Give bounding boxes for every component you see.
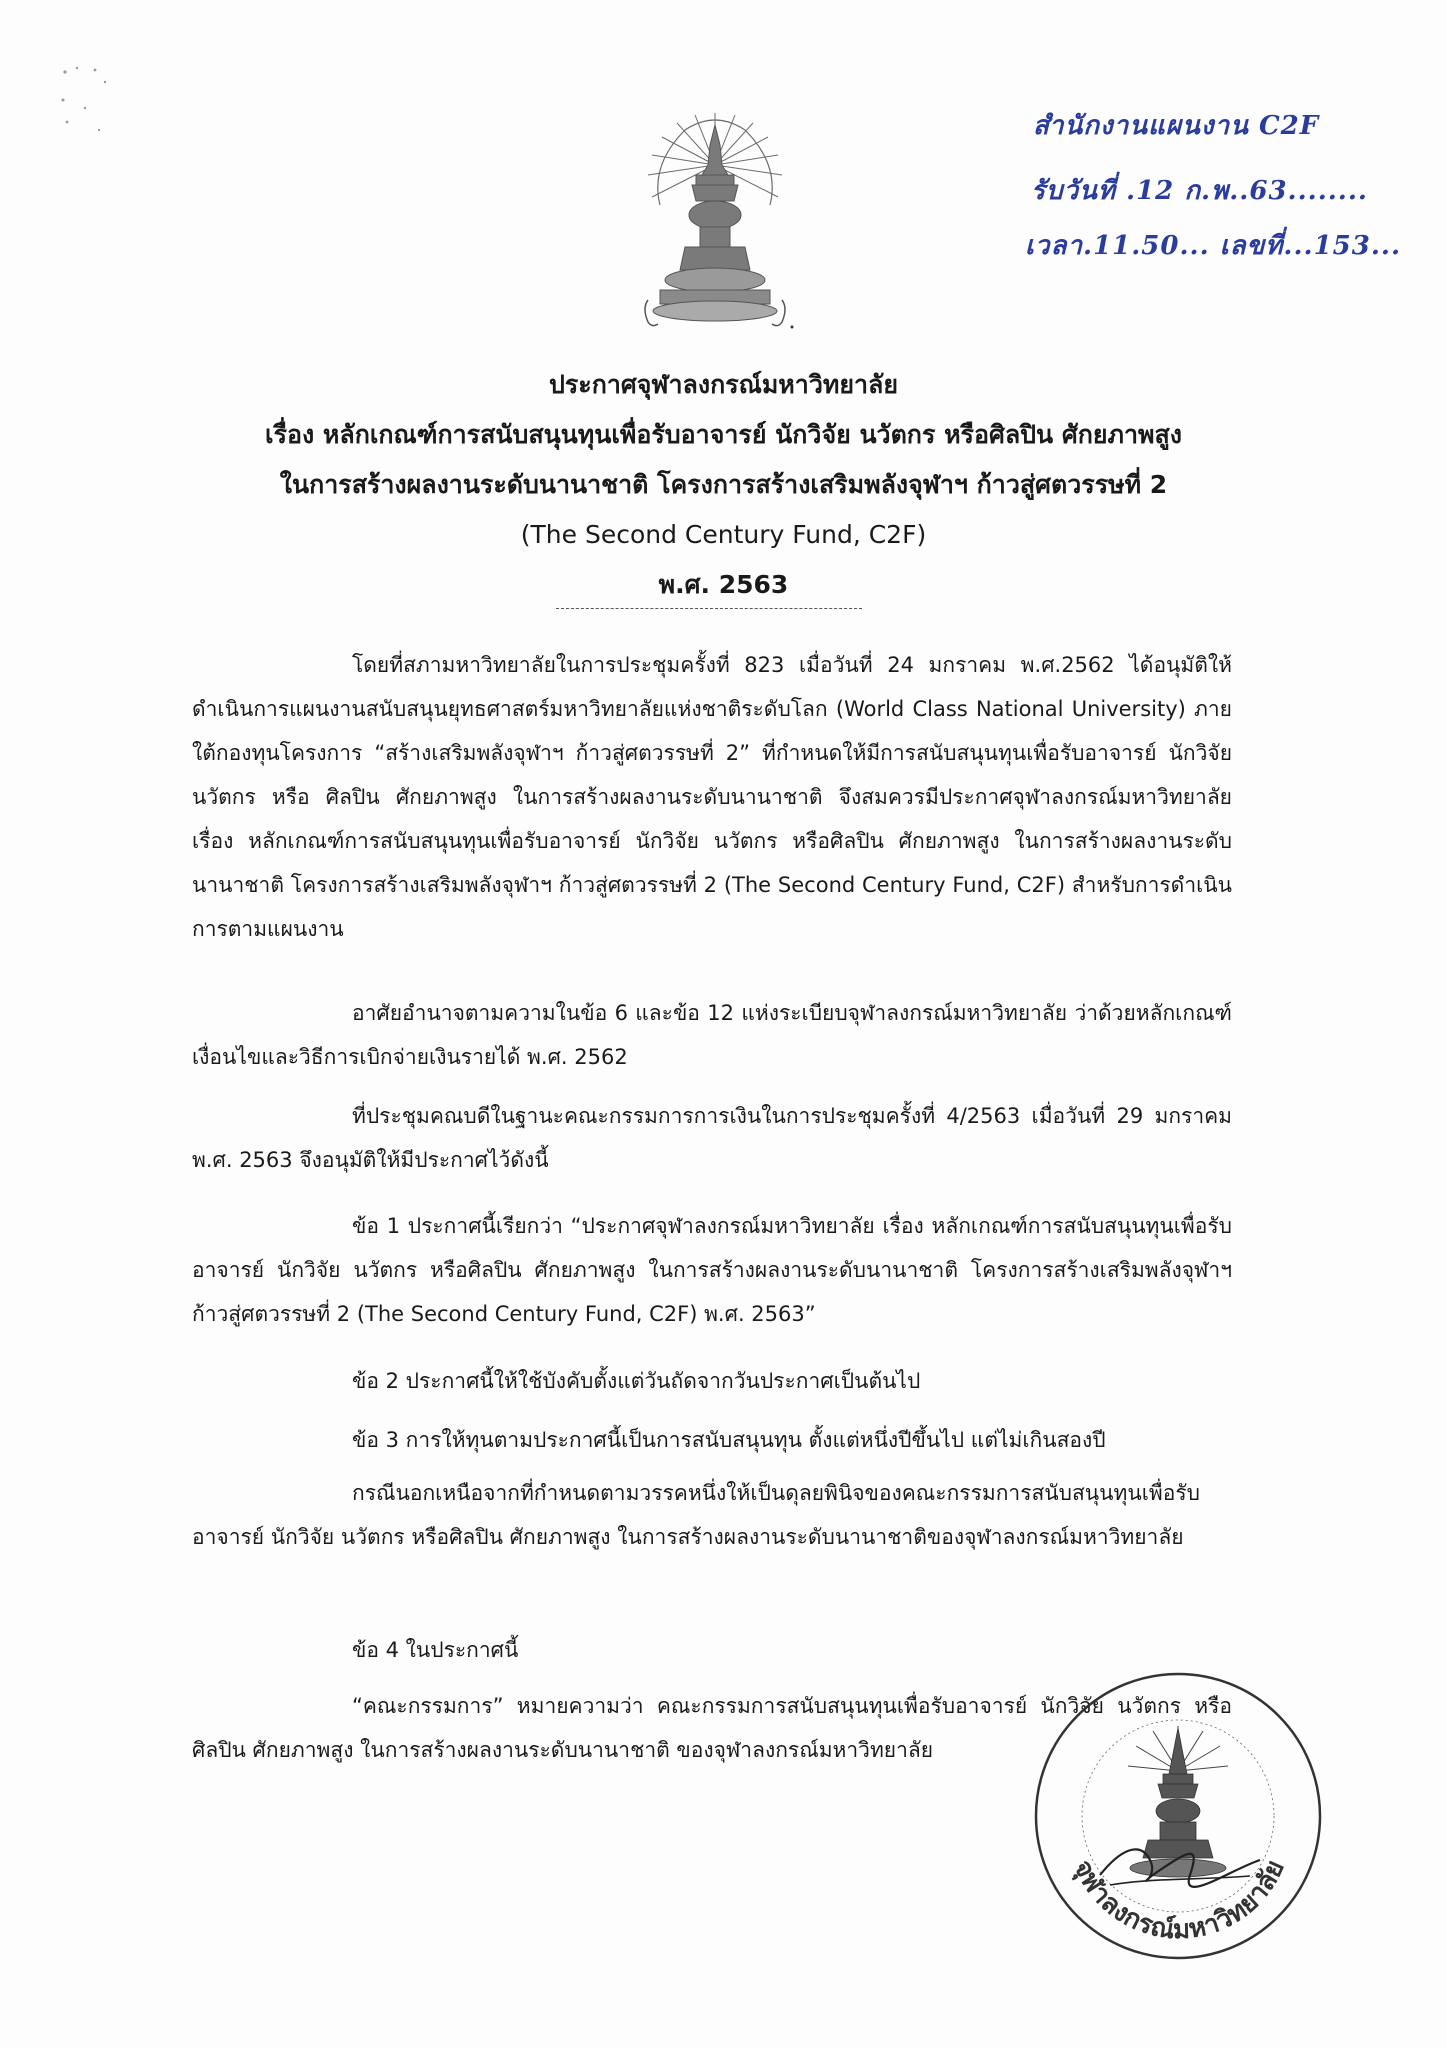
clause-3-paragraph-2-text: กรณีนอกเหนือจากที่กำหนดตามวรรคหนึ่งให้เป็นดุลยพินิจของคณะกรรมการสนับสนุนทุนเพื่อรับอาจารย์ นักวิจัย นวัตกร หรือศิลปิน ศักยภาพสูง ในการสร้างผลงานระดับนานาชาติของจุฬาลงกรณ์มหาวิทยาลัย (192, 1481, 1200, 1549)
clause-1-text: ข้อ 1 ประกาศนี้เรียกว่า “ประกาศจุฬาลงกรณ์มหาวิทยาลัย เรื่อง หลักเกณฑ์การสนับสนุนทุนเพื่อรับอาจารย์ นักวิจัย นวัตกร หรือศิลปิน ศักยภาพสูง ในการสร้างผลงานระดับนานาชาติ โครงการสร้างเสริมพลังจุฬาฯ ก้าวสู่ศตวรรษที่ 2 (The Second Century Fund, C2F) พ.ศ. 2563” (192, 1214, 1232, 1326)
clause-4-text: ข้อ 4 ในประกาศนี้ (352, 1638, 519, 1662)
announcement-year: พ.ศ. 2563 (658, 570, 789, 599)
announcement-title: ประกาศจุฬาลงกรณ์มหาวิทยาลัย (549, 370, 898, 399)
signature (1090, 1830, 1270, 1900)
announcement-subject-line-1: เรื่อง หลักเกณฑ์การสนับสนุนทุนเพื่อรับอาจารย์ นักวิจัย นวัตกร หรือศิลปิน ศักยภาพสูง (265, 420, 1182, 449)
clause-3 (192, 1418, 1232, 1462)
university-emblem-icon (630, 105, 800, 335)
heading-divider (556, 608, 862, 609)
clause-2 (192, 1359, 1232, 1403)
clause-3-text: ข้อ 3 การให้ทุนตามประกาศนี้เป็นการสนับสนุนทุน ตั้งแต่หนึ่งปีขึ้นไป แต่ไม่เกินสองปี (352, 1428, 1106, 1452)
preamble-text: โดยที่สภามหาวิทยาลัยในการประชุมครั้งที่ 823 เมื่อวันที่ 24 มกราคม พ.ศ.2562 ได้อนุมัติให้ดำเนินการแผนงานสนับสนุนยุทธศาสตร์มหาวิทยาลัยแห่งชาติระดับโลก (World Class National University) ภายใต้กองทุนโครงการ “สร้างเสริมพลังจุฬาฯ ก้าวสู่ศตวรรษที่ 2” ที่กำหนดให้มีการสนับสนุนทุนเพื่อรับอาจารย์ นักวิจัย นวัตกร หรือ ศิลปิน ศักยภาพสูง ในการสร้างผลงานระดับนานาชาติ จึงสมควรมีประกาศจุฬาลงกรณ์มหาวิทยาลัย เรื่อง หลักเกณฑ์การสนับสนุนทุนเพื่อรับอาจารย์ นักวิจัย นวัตกร หรือศิลปิน ศักยภาพสูง ในการสร้างผลงานระดับนานาชาติ โครงการสร้างเสริมพลังจุฬาฯ ก้าวสู่ศตวรรษที่ 2 (The Second Century Fund, C2F) สำหรับการดำเนินการตามแผนงาน (192, 653, 1232, 941)
announcement-subject-line-2: ในการสร้างผลงานระดับนานาชาติ โครงการสร้างเสริมพลังจุฬาฯ ก้าวสู่ศตวรรษที่ 2 (279, 470, 1168, 499)
clause-2-text: ข้อ 2 ประกาศนี้ให้ใช้บังคับตั้งแต่วันถัดจากวันประกาศเป็นต้นไป (352, 1369, 921, 1393)
definition-committee-text: “คณะกรรมการ” หมายความว่า คณะกรรมการสนับสนุนทุนเพื่อรับอาจารย์ นักวิจัย นวัตกร หรือศิลปิน ศักยภาพสูง ในการสร้างผลงานระดับนานาชาติ ของจุฬาลงกรณ์มหาวิทยาลัย (192, 1694, 1232, 1762)
clause-1 (192, 1204, 1232, 1336)
official-seal-icon (1028, 1666, 1328, 1966)
receive-stamp-date: รับวันที่ .12 ก.พ..63........ (1031, 176, 1368, 206)
approval-text: ที่ประชุมคณบดีในฐานะคณะกรรมการการเงินในการประชุมครั้งที่ 4/2563 เมื่อวันที่ 29 มกราคม พ.ศ. 2563 จึงอนุมัติให้มีประกาศไว้ดังนี้ (192, 1104, 1232, 1172)
authority-text: อาศัยอำนาจตามความในข้อ 6 และข้อ 12 แห่งระเบียบจุฬาลงกรณ์มหาวิทยาลัย ว่าด้วยหลักเกณฑ์ เงื่อนไขและวิธีการเบิกจ่ายเงินรายได้ พ.ศ. 2562 (192, 1001, 1232, 1069)
receive-stamp-office: สำนักงานแผนงาน C2F (1033, 111, 1320, 141)
announcement-subject-line-3: (The Second Century Fund, C2F) (520, 520, 927, 549)
seal-text-path: จุฬาลงกรณ์มหาวิทยาลัย (1067, 1855, 1291, 1946)
clause-3-paragraph-2 (192, 1471, 1232, 1559)
receive-stamp-time-number: เวลา.11.50... เลขที่...153... (1025, 231, 1402, 261)
preamble-paragraph (192, 643, 1232, 951)
approval-paragraph (192, 1094, 1232, 1182)
announcement-heading (150, 360, 1297, 610)
scan-artifact (55, 60, 125, 150)
authority-paragraph (192, 991, 1232, 1079)
receive-stamp (1025, 95, 1402, 270)
